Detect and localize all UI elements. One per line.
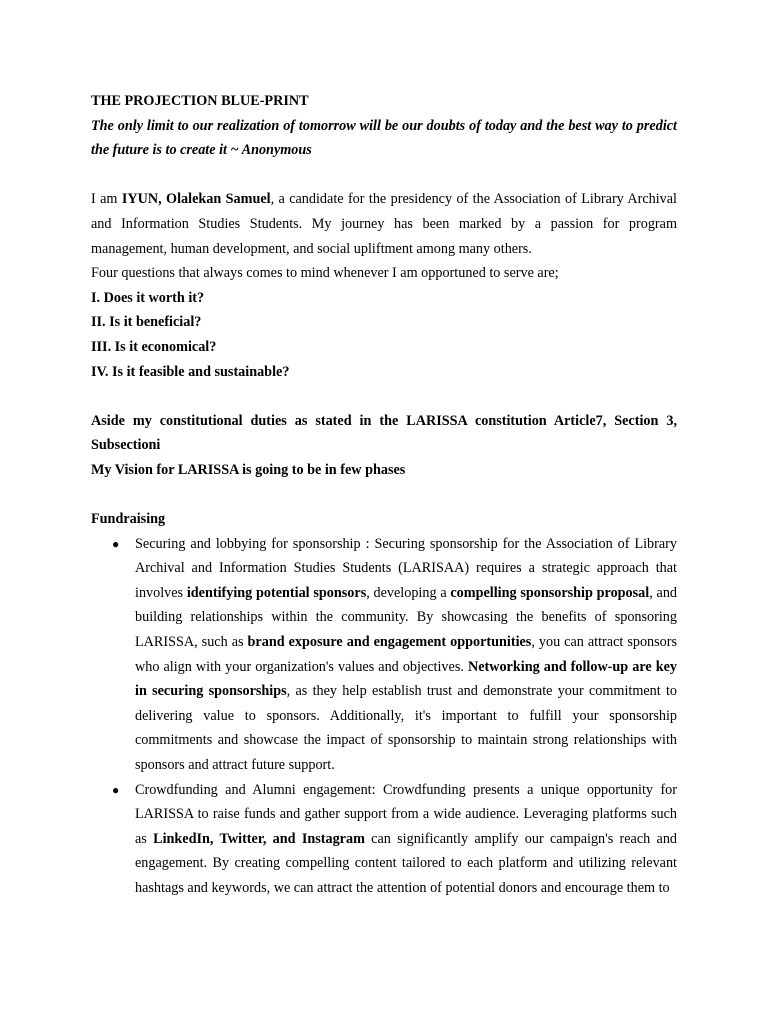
question-1: I. Does it worth it? [91, 289, 205, 306]
bullet1-bold-1: identifying potential sponsors [186, 584, 367, 601]
document-title: THE PROJECTION BLUE-PRINT [91, 93, 309, 109]
bullet1-text-5: , as they help establish trust and demonstrate your commitment to delivering value to sponsors. Additionally, it's important to fulfill your sponsorship commitments and showcase the impact of sponsorship to maintain strong relationships with sponsors and attract future support. [135, 683, 677, 774]
spacer [91, 384, 677, 409]
intro-text-b: , a candidate for the presidency of the Association of Library Archival and Information Studies Students. My journey has been marked by a passion for program management, human development, and social upliftment among many others. [91, 191, 678, 257]
bullet1-text-1: Securing and lobbying for sponsorship : Securing sponsorship for the Association of Library Archival and Information Studies Students (LARISAA) requires a strategic approach that involves [135, 535, 677, 601]
bullet2-bold-1: LinkedIn, Twitter, and Instagram [153, 830, 365, 847]
question-3: III. Is it economical? [91, 338, 217, 355]
question-4: IV. Is it feasible and sustainable? [91, 363, 290, 380]
intro-paragraph [91, 187, 677, 261]
question-2: II. Is it beneficial? [91, 314, 202, 331]
vision-statement: My Vision for LARISSA is going to be in few phases [91, 461, 406, 478]
fundraising-list [91, 532, 677, 901]
constitution-statement: Aside my constitutional duties as stated in the LARISSA constitution Article7, Section 3, Subsectioni [91, 412, 677, 454]
section-heading-fundraising: Fundraising [91, 511, 166, 528]
list-item-sponsorship [91, 532, 677, 778]
bullet1-bold-4: Networking and follow-up are key in securing sponsorships [135, 658, 678, 700]
spacer [91, 163, 677, 188]
document-page [91, 89, 677, 901]
bullet1-text-3: , and building relationships within the community. By showcasing the benefits of sponsoring LARISSA, such as [135, 584, 678, 651]
candidate-name: IYUN, Olalekan Samuel [121, 191, 271, 208]
bullet1-text-2: , developing a [366, 584, 451, 601]
bullet2-text-1: Crowdfunding and Alumni engagement: Crowdfunding presents a unique opportunity for LARISSA to raise funds and gather support from a wide audience. Leveraging platforms such as [135, 781, 677, 847]
intro-text-a: I am [91, 191, 122, 208]
list-item-crowdfunding [91, 778, 677, 901]
bullet-icon: ● [112, 536, 120, 551]
bullet1-bold-3: brand exposure and engagement opportunities [247, 634, 532, 651]
bullet1-bold-2: compelling sponsorship proposal [450, 584, 650, 601]
bullet-icon: ● [112, 782, 120, 797]
epigraph-quote: The only limit to our realization of tomorrow will be our doubts of today and the best way to predict the future is to create it ~ Anonymous [91, 117, 677, 159]
bullet1-text-4: , you can attract sponsors who align with your organization's values and objectives. [135, 634, 677, 675]
bullet2-text-2: can significantly amplify our campaign's reach and engagement. By creating compelling content tailored to each platform and utilizing relevant hashtags and keywords, we can attract the attention of potential donors and encourage them to [135, 830, 678, 896]
questions-intro: Four questions that always comes to mind whenever I am opportuned to serve are; [91, 265, 559, 282]
spacer [91, 483, 677, 508]
